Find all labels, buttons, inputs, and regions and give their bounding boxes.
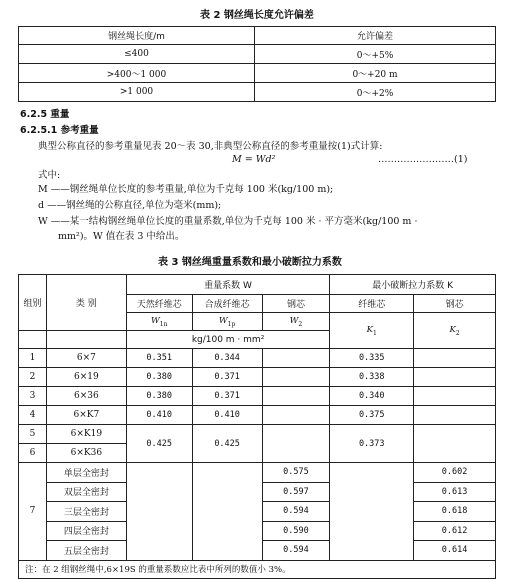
k2-value-cell [414,387,496,406]
table-row [19,406,496,425]
synthetic-value-cell: 0.371 [192,387,262,406]
type-cell: 四层全密封 [46,521,126,541]
type-cell: 6×K19 [46,425,126,444]
type-cell: 单层全密封 [46,463,126,483]
k2-value-cell: 0.602 [414,463,496,483]
type-cell: 三层全密封 [46,502,126,522]
steel-value-cell: 0.597 [262,482,330,502]
definition-m: M ——钢丝绳单位长度的参考重量,单位为千克每 100 米(kg/100 m); [38,184,334,195]
k2-value-cell [414,406,496,425]
type-cell: 五层全密封 [46,541,126,561]
symbol-w1n: $W_{1n}$ [126,313,192,331]
table3 [18,274,496,579]
k1-value-cell: 0.340 [330,387,414,406]
steel-value-cell: 0.594 [262,502,330,522]
paragraph: 典型公称直径的参考重量见表 20～表 30,非典型公称直径的参考重量按(1)式计算: [38,141,383,152]
unit-label: kg/100 m · mm² [126,331,330,349]
table-row [19,463,496,483]
synthetic-value-cell: 0.425 [192,425,262,463]
type-cell: 6×36 [46,387,126,406]
table-row [19,83,496,102]
symbol-w1p: $W_{1p}$ [192,313,262,331]
steel-value-cell [262,349,330,368]
group-cell: 2 [19,368,47,387]
header-steel-core: 钢芯 [262,295,330,313]
table2-length-cell: ≤400 [19,45,255,64]
steel-value-cell [262,406,330,425]
natural-value-cell: 0.410 [126,406,192,425]
table2-header-tolerance: 允许偏差 [255,27,496,45]
definition-w: W ——某一结构钢丝绳单位长度的重量系数,单位为千克每 100 米 · 平方毫米(kg/100 m · [38,216,418,227]
section-heading: 6.2.5 重量 [20,109,70,120]
k1-value-cell: 0.373 [330,425,414,463]
subsection-heading: 6.2.5.1 参考重量 [20,125,99,136]
table2-header-length: 钢丝绳长度/m [19,27,255,45]
natural-value-cell: 0.351 [126,349,192,368]
k2-value-cell: 0.614 [414,541,496,561]
header-natural-fiber-core: 天然纤维芯 [126,295,192,313]
k2-value-cell: 0.612 [414,521,496,541]
table-row [19,425,496,444]
table-row [19,387,496,406]
where-label: 式中: [38,170,61,181]
symbol-k1: $K_1$ [330,313,414,349]
header-type: 类 别 [46,275,126,331]
type-cell: 6×K36 [46,444,126,463]
table-note: 注：在 2 组钢丝绳中,6×19S 的重量系数应比表中所列的数值小 3%。 [19,560,496,578]
k1-value-cell: 0.335 [330,349,414,368]
table-row [19,45,496,64]
table2-length-cell: >400～1 000 [19,64,255,83]
header-fiber-core: 纤维芯 [330,295,414,313]
group-cell: 7 [19,463,47,561]
header-weight-coefficient: 重量系数 W [126,275,330,295]
group-cell: 5 [19,425,47,444]
table-row [19,64,496,83]
steel-value-cell: 0.575 [262,463,330,483]
table2-tolerance-cell: 0～+20 m [255,64,496,83]
synthetic-value-cell: 0.344 [192,349,262,368]
steel-value-cell [262,387,330,406]
group-cell: 1 [19,349,47,368]
table2-length-cell: >1 000 [19,83,255,102]
synthetic-value-cell: 0.371 [192,368,262,387]
k2-value-cell: 0.618 [414,502,496,522]
steel-value-cell: 0.594 [262,541,330,561]
header-steel-core-k: 钢芯 [414,295,496,313]
steel-value-cell [262,368,330,387]
table2-tolerance-cell: 0～+5% [255,45,496,64]
k2-value-cell [414,425,496,463]
natural-value-cell: 0.380 [126,387,192,406]
natural-value-cell: 0.380 [126,368,192,387]
natural-value-cell: 0.425 [126,425,192,463]
group-cell: 4 [19,406,47,425]
table2 [18,26,496,102]
table-row [19,368,496,387]
definition-d: d ——钢丝绳的公称直径,单位为毫米(mm); [38,200,222,211]
group-cell: 3 [19,387,47,406]
type-cell: 双层全密封 [46,482,126,502]
type-cell: 6×7 [46,349,126,368]
formula-number: ……………………(1) [378,154,468,165]
k2-value-cell [414,368,496,387]
formula: M = Wd² [232,154,276,165]
symbol-w2: $W_2$ [262,313,330,331]
header-synthetic-fiber-core: 合成纤维芯 [192,295,262,313]
type-cell: 6×19 [46,368,126,387]
k2-value-cell [414,349,496,368]
k1-value-cell: 0.338 [330,368,414,387]
group-cell: 6 [19,444,47,463]
table2-tolerance-cell: 0～+2% [255,83,496,102]
k2-value-cell: 0.613 [414,482,496,502]
symbol-k2: $K_2$ [414,313,496,349]
synthetic-value-cell: 0.410 [192,406,262,425]
table3-caption: 表 3 钢丝绳重量系数和最小破断拉力系数 [158,257,342,268]
steel-value-cell: 0.590 [262,521,330,541]
k1-value-cell: 0.375 [330,406,414,425]
definition-w-cont: mm²)。W 值在表 3 中给出。 [58,231,185,242]
header-breaking-force-coefficient: 最小破断拉力系数 K [330,275,496,295]
table-row [19,349,496,368]
header-group: 组别 [19,275,47,331]
table2-caption: 表 2 钢丝绳长度允许偏差 [200,10,314,21]
type-cell: 6×K7 [46,406,126,425]
steel-value-cell [262,425,330,463]
